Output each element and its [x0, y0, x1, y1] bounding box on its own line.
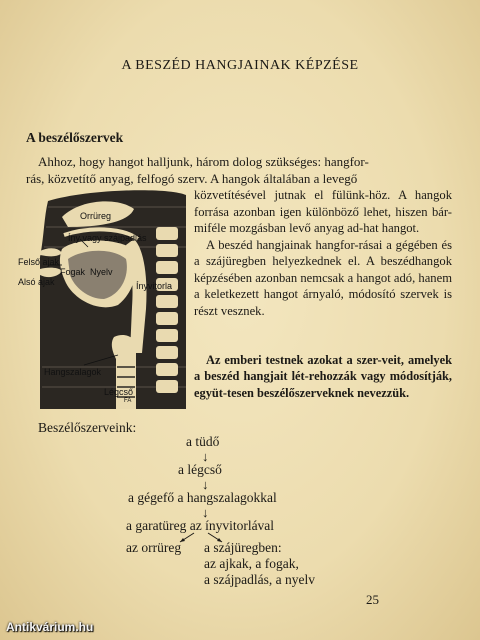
label-soft-palate: Ínyvitorla	[136, 281, 173, 291]
speech-organs-figure	[18, 187, 190, 409]
illustrator-signature: FA	[124, 398, 132, 404]
down-arrow-icon: ↓	[202, 477, 209, 492]
chain-item-trachea: a légcső	[178, 462, 222, 477]
oral-cavity-parts-1: az ajkak, a fogak,	[204, 556, 299, 571]
definition-note: Az emberi testnek azokat a szer-veit, amelyek a beszéd hangjait lét-rehozzák vagy módosítják, együt-tesen beszélőszerveknek nevezzük.	[194, 353, 452, 400]
label-nasal-cavity: Orrüreg	[80, 211, 112, 221]
label-lower-lip: Alsó ajak	[18, 277, 55, 287]
intro-line-2: rás, közvetítő anyag, felfogó szerv. A hangok általában a levegő	[26, 170, 358, 186]
section-title: A beszélőszervek	[26, 130, 124, 145]
intro-paragraph	[26, 154, 452, 187]
organs-list-title: Beszélőszerveink:	[38, 420, 137, 435]
branch-nasal-cavity: az orrüreg	[126, 540, 182, 555]
label-vocal-cords: Hangszalagok	[44, 367, 102, 377]
chain-item-larynx: a gégefő a hangszalagokkal	[128, 490, 277, 505]
branch-oral-cavity: a szájüregben:	[204, 540, 282, 555]
intro-line-1: Ahhoz, hogy hangot halljunk, három dolog szükséges: hangfor-	[38, 154, 369, 169]
label-teeth: Fogak	[60, 267, 86, 277]
paragraph-sound-sources: közvetítésével jutnak el fülünk-höz. A hangok forrása azonban igen különböző lehet, hiszen bár-miféle mozgásban levő anyag ad-hat hangot.	[194, 188, 452, 235]
paragraph-speech-sounds: A beszéd hangjainak hangfor-rásai a gégében és a szájüregben helyezkednek el. A beszédhangok képzésében azonban nemcsak a hangot adó, hanem a keletkezett hangot árnyaló, módosító szervek is részt vesznek.	[194, 237, 452, 318]
label-palate: Íny vagy szájpadlás	[68, 233, 147, 243]
chain-item-lungs: a tüdő	[186, 434, 220, 449]
page-number: 25	[366, 592, 379, 607]
label-trachea: Légcső	[104, 387, 134, 397]
label-upper-lip: Felső ajak	[18, 257, 60, 267]
down-arrow-icon: ↓	[202, 505, 209, 520]
label-tongue: Nyelv	[90, 267, 113, 277]
down-arrow-icon: ↓	[202, 449, 209, 464]
oral-cavity-parts-2: a szájpadlás, a nyelv	[204, 572, 315, 587]
page-header: A BESZÉD HANGJAINAK KÉPZÉSE	[121, 58, 359, 73]
watermark-logo: Antikvárium.hu	[6, 620, 94, 634]
chain-item-pharynx: a garatüreg az ínyvitorlával	[126, 518, 275, 533]
right-column-text	[194, 187, 452, 319]
